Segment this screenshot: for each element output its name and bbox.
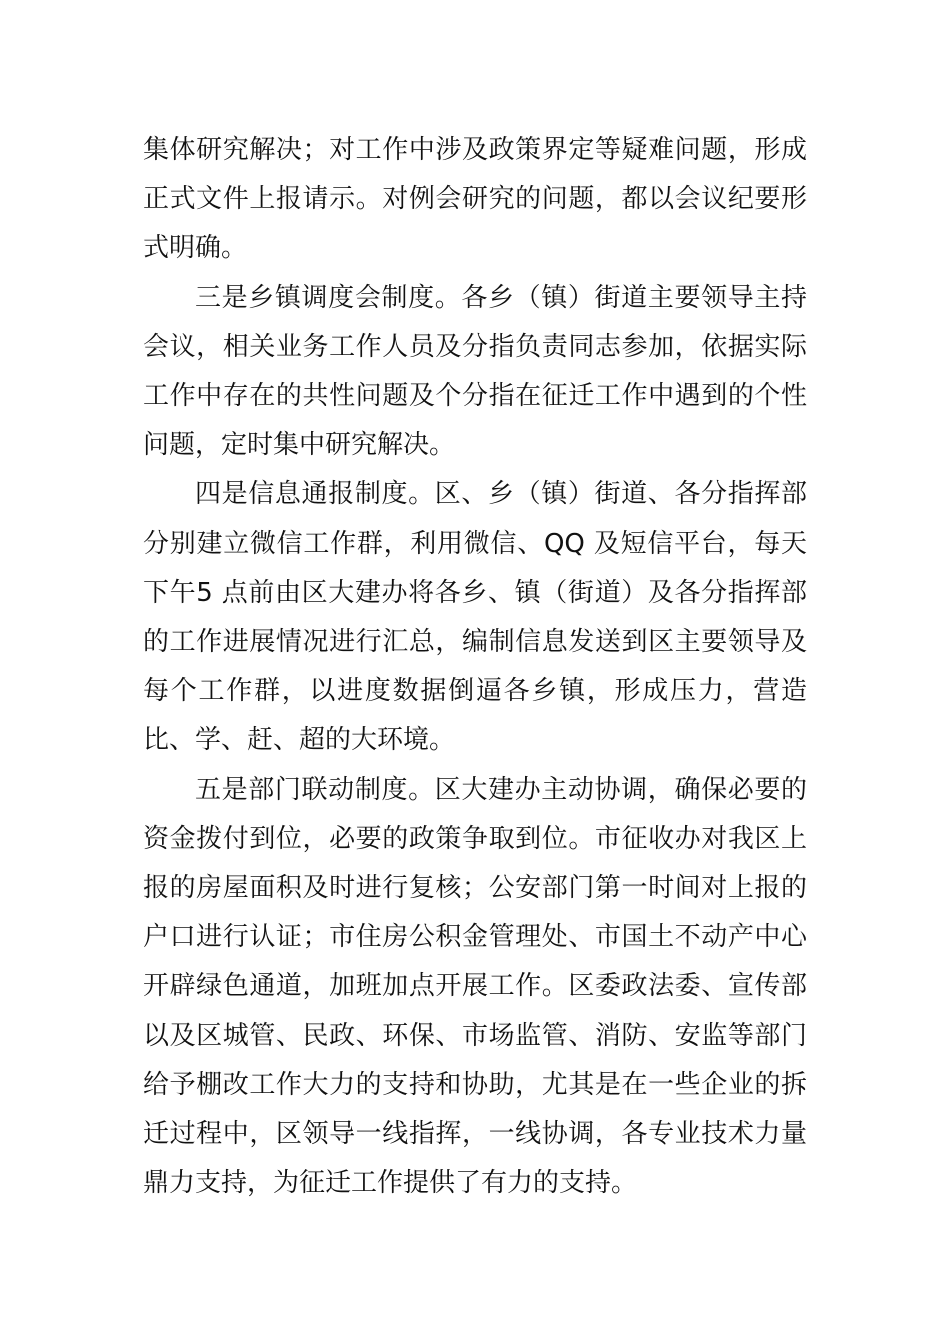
paragraph-continuation: 集体研究解决；对工作中涉及政策界定等疑难问题，形成正式文件上报请示。对例会研究的问题，都以会议纪要形式明确。: [143, 135, 807, 264]
paragraph-township-dispatch-meeting: 三是乡镇调度会制度。各乡（镇）街道主要领导主持会议，相关业务工作人员及分指负责同志参加，依据实际工作中存在的共性问题及个分指在征迁工作中遇到的个性问题，定时集中研究解决。: [143, 282, 807, 461]
paragraph-department-linkage: 五是部门联动制度。区大建办主动协调，确保必要的资金拨付到位，必要的政策争取到位。市征收办对我区上报的房屋面积及时进行复核；公安部门第一时间对上报的户口进行认证；市住房公积金管理处、市国土不动产中心开辟绿色通道，加班加点开展工作。区委政法委、宣传部以及区城管、民政、环保、市场监管、消防、安监等部门给予棚改工作大力的支持和协助，尤其是在一些企业的拆迁过程中，区领导一线指挥，一线协调，各专业技术力量鼎力支持，为征迁工作提供了有力的支持。: [143, 774, 807, 1199]
paragraph-information-reporting: 四是信息通报制度。区、乡（镇）街道、各分指挥部分别建立微信工作群，利用微信、QQ 及短信平台，每天下午5 点前由区大建办将各乡、镇（街道）及各分指挥部的工作进展情况进行汇总，编制信息发送到区主要领导及每个工作群，以进度数据倒逼各乡镇，形成压力，营造比、学、赶、超的大环境。: [143, 479, 807, 756]
document-body: [143, 126, 807, 1208]
